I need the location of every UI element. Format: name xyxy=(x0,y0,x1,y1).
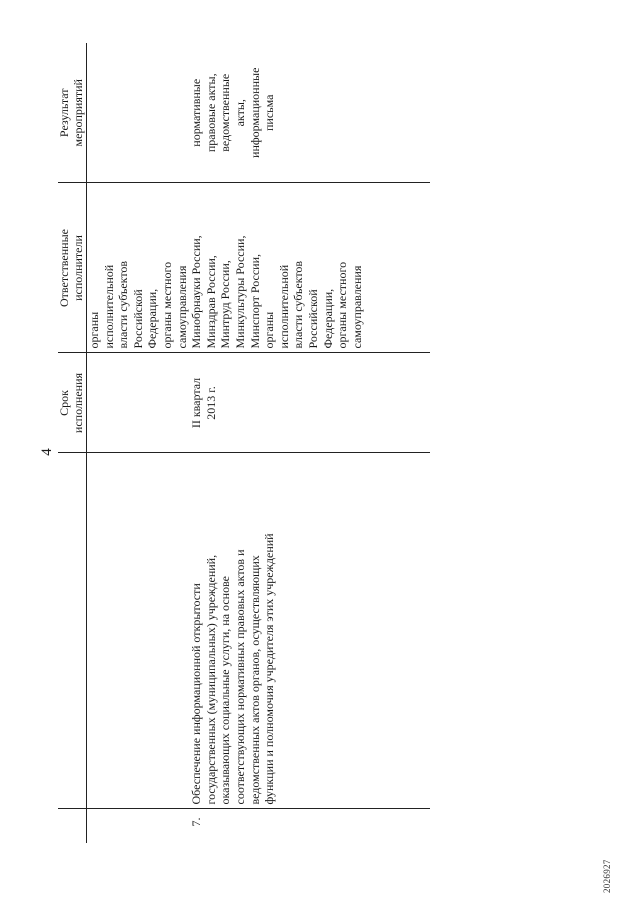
cont-term-cell xyxy=(87,353,190,453)
item-executors-cell xyxy=(189,183,364,353)
header-results xyxy=(58,43,87,183)
item-number-cell xyxy=(189,809,364,843)
page-number: 4 xyxy=(39,448,55,456)
tail-name-cell xyxy=(364,453,430,809)
header-executors xyxy=(58,183,87,353)
tail-executors-cell xyxy=(364,183,430,353)
item-results-cell xyxy=(189,43,364,183)
cont-results-cell xyxy=(87,43,190,183)
header-results-text: Результат мероприятий xyxy=(57,79,85,147)
tail-results-cell xyxy=(364,43,430,183)
cont-name-cell xyxy=(87,453,190,809)
item-results-text: нормативные правовые акты, ведомственные акты, информационные письма xyxy=(189,67,277,158)
table-row-tail xyxy=(364,43,430,843)
tail-term-cell xyxy=(364,353,430,453)
cont-executors-cell xyxy=(87,183,190,353)
item-executors-text: Минобрнауки России, Минздрав России, Минтруд России, Минкультуры России, Минспорт России, органы исполнительной власти субъектов Российской Федерации, органы местного самоуправления xyxy=(189,235,364,349)
item-name-text: Обеспечение информационной открытости государственных (муниципальных) учреждений, оказывающих социальные услуги, на основе соответствующих нормативных правовых актов и ведомственных актов органов, осуществляющих функции и полномочия учредителя этих учреждений xyxy=(189,533,277,805)
item-term-text: II квартал 2013 г. xyxy=(189,377,218,429)
header-term xyxy=(58,353,87,453)
item-name-cell xyxy=(189,453,364,809)
tail-number-cell xyxy=(364,809,430,843)
item-term-cell xyxy=(189,353,364,453)
document-code: 2026927 xyxy=(602,859,612,893)
item-number: 7. xyxy=(189,817,204,827)
table-row-continuation xyxy=(87,43,190,843)
header-number xyxy=(58,809,87,843)
header-executors-text: Ответственные исполнители xyxy=(57,229,85,307)
measures-table xyxy=(58,43,430,843)
header-term-text: Срок исполнения xyxy=(57,372,85,434)
cont-executors-text: органы исполнительной власти субъектов Российской Федерации, органы местного самоуправления xyxy=(87,260,189,349)
cont-number-cell xyxy=(87,809,190,843)
table-row-item-7 xyxy=(189,43,364,843)
table-header-row xyxy=(58,43,87,843)
header-name xyxy=(58,453,87,809)
